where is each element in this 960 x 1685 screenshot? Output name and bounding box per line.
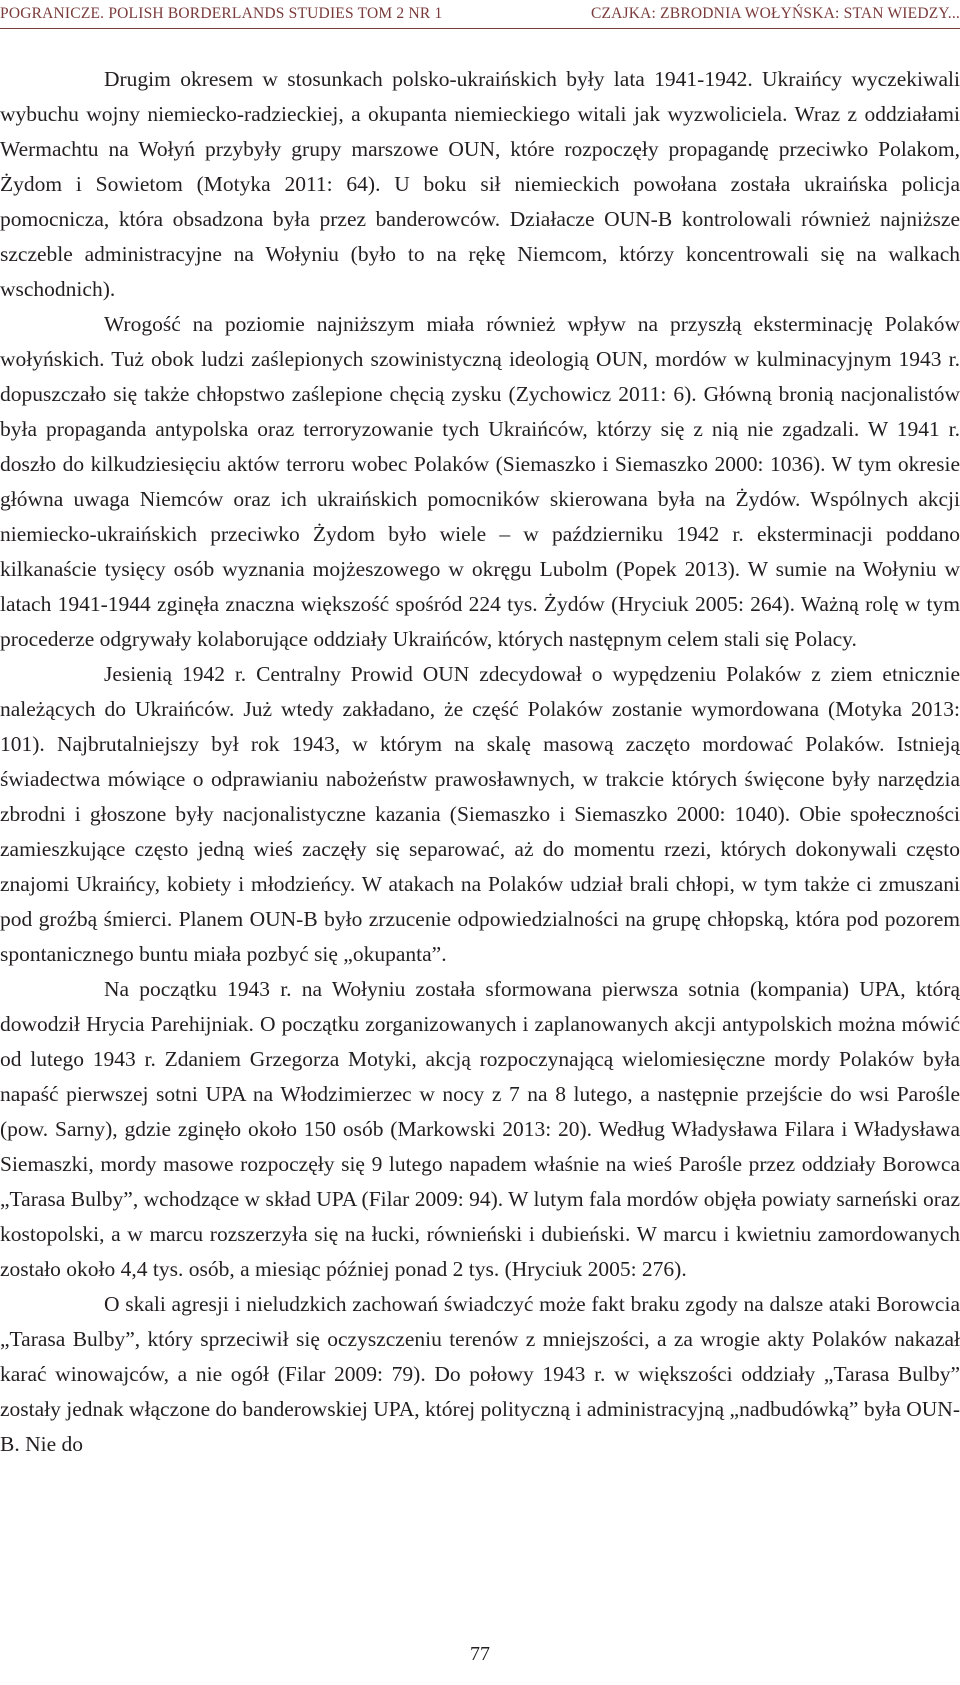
paragraph: Drugim okresem w stosunkach polsko-ukraińskich były lata 1941-1942. Ukraińcy wyczekiwali wybuchu wojny niemiecko-radzieckiej, a okupanta niemieckiego witali jak wyzwoliciela. Wraz z oddziałami Wermachtu na Wołyń przybyły grupy marszowe OUN, które rozpoczęły propagandę przeciwko Polakom, Żydom i Sowietom (Motyka 2011: 64). U boku sił niemieckich powołana została ukraińska policja pomocnicza, która obsadzona była przez banderowców. Działacze OUN-B kontrolowali również najniższe szczeble administracyjne na Wołyniu (było to na rękę Niemcom, którzy koncentrowali się na walkach wschodnich). [0,67,960,301]
paragraph: Wrogość na poziomie najniższym miała również wpływ na przyszłą eksterminację Polaków wołyńskich. Tuż obok ludzi zaślepionych szowinistyczną ideologią OUN, mordów w kulminacyjnym 1943 r. dopuszczało się także chłopstwo zaślepione chęcią zysku (Zychowicz 2011: 6). Główną bronią nacjonalistów była propaganda antypolska oraz terroryzowanie tych Ukraińców, którzy się z nią nie zgadzali. W 1941 r. doszło do kilkudziesięciu aktów terroru wobec Polaków (Siemaszko i Siemaszko 2000: 1036). W tym okresie główna uwaga Niemców oraz ich ukraińskich pomocników skierowana była na Żydów. Wspólnych akcji niemiecko-ukraińskich przeciwko Żydom było wiele – w październiku 1942 r. eksterminacji poddano kilkanaście tysięcy osób wyznania mojżeszowego w okręgu Lubolm (Popek 2013). W sumie na Wołyniu w latach 1941-1944 zginęła znaczna większość spośród 224 tys. Żydów (Hryciuk 2005: 264). Ważną rolę w tym procederze odgrywały kolaborujące oddziały Ukraińców, których następnym celem stali się Polacy. [0,312,960,651]
page-number: 77 [470,1643,490,1665]
article-running-title: CZAJKA: ZBRODNIA WOŁYŃSKA: STAN WIEDZY... [590,5,960,22]
journal-title: POGRANICZE. POLISH BORDERLANDS STUDIES TOM 2 NR 1 [0,5,443,22]
article-body [0,62,960,1462]
paragraph: O skali agresji i nieludzkich zachowań świadczyć może fakt braku zgody na dalsze ataki Borowcia „Tarasa Bulby”, który sprzeciwił się oczyszczeniu terenów z mniejszości, a za wrogie akty Polaków nakazał karać winowajców, a nie ogół (Filar 2009: 79). Do połowy 1943 r. w większości oddziały „Tarasa Bulby” zostały jednak włączone do banderowskiej UPA, której polityczną i administracyjną „nadbudówką” była OUN-B. Nie do [0,1292,960,1456]
paragraph: Jesienią 1942 r. Centralny Prowid OUN zdecydował o wypędzeniu Polaków z ziem etnicznie należących do Ukraińców. Już wtedy zakładano, że część Polaków zostanie wymordowana (Motyka 2013: 101). Najbrutalniejszy był rok 1943, w którym na skalę masową zaczęto mordować Polaków. Istnieją świadectwa mówiące o odprawianiu nabożeństw prawosławnych, w trakcie których święcone były narzędzia zbrodni i głoszone były nacjonalistyczne kazania (Siemaszko i Siemaszko 2000: 1040). Obie społeczności zamieszkujące często jedną wieś zaczęły się separować, aż do momentu rzezi, których dokonywali często znajomi Ukraińcy, kobiety i młodzieńcy. W atakach na Polaków udział brali chłopi, w tym także ci zmuszani pod groźbą śmierci. Planem OUN-B było zrzucenie odpowiedzialności na grupę chłopską, która pod pozorem spontanicznego buntu miała pozbyć się „okupanta”. [0,662,960,966]
paragraph: Na początku 1943 r. na Wołyniu została sformowana pierwsza sotnia (kompania) UPA, którą dowodził Hrycia Parehijniak. O początku zorganizowanych i zaplanowanych akcji antypolskich można mówić od lutego 1943 r. Zdaniem Grzegorza Motyki, akcją rozpoczynającą wielomiesięczne mordy Polaków była napaść pierwszej sotni UPA na Włodzimierzec w nocy z 7 na 8 lutego, a następnie przejście do wsi Parośle (pow. Sarny), gdzie zginęło około 150 osób (Markowski 2013: 20). Według Władysława Filara i Władysława Siemaszki, mordy masowe rozpoczęły się 9 lutego napadem właśnie na wieś Parośle przez oddziały Borowca „Tarasa Bulby”, wchodzące w skład UPA (Filar 2009: 94). W lutym fala mordów objęła powiaty sarneński oraz kostopolski, a w marcu rozszerzyła się na łucki, równieński i dubieński. W marcu i kwietniu zamordowanych zostało około 4,4 tys. osób, a miesiąc później ponad 2 tys. (Hryciuk 2005: 276). [0,977,960,1281]
header-rule [0,28,960,29]
